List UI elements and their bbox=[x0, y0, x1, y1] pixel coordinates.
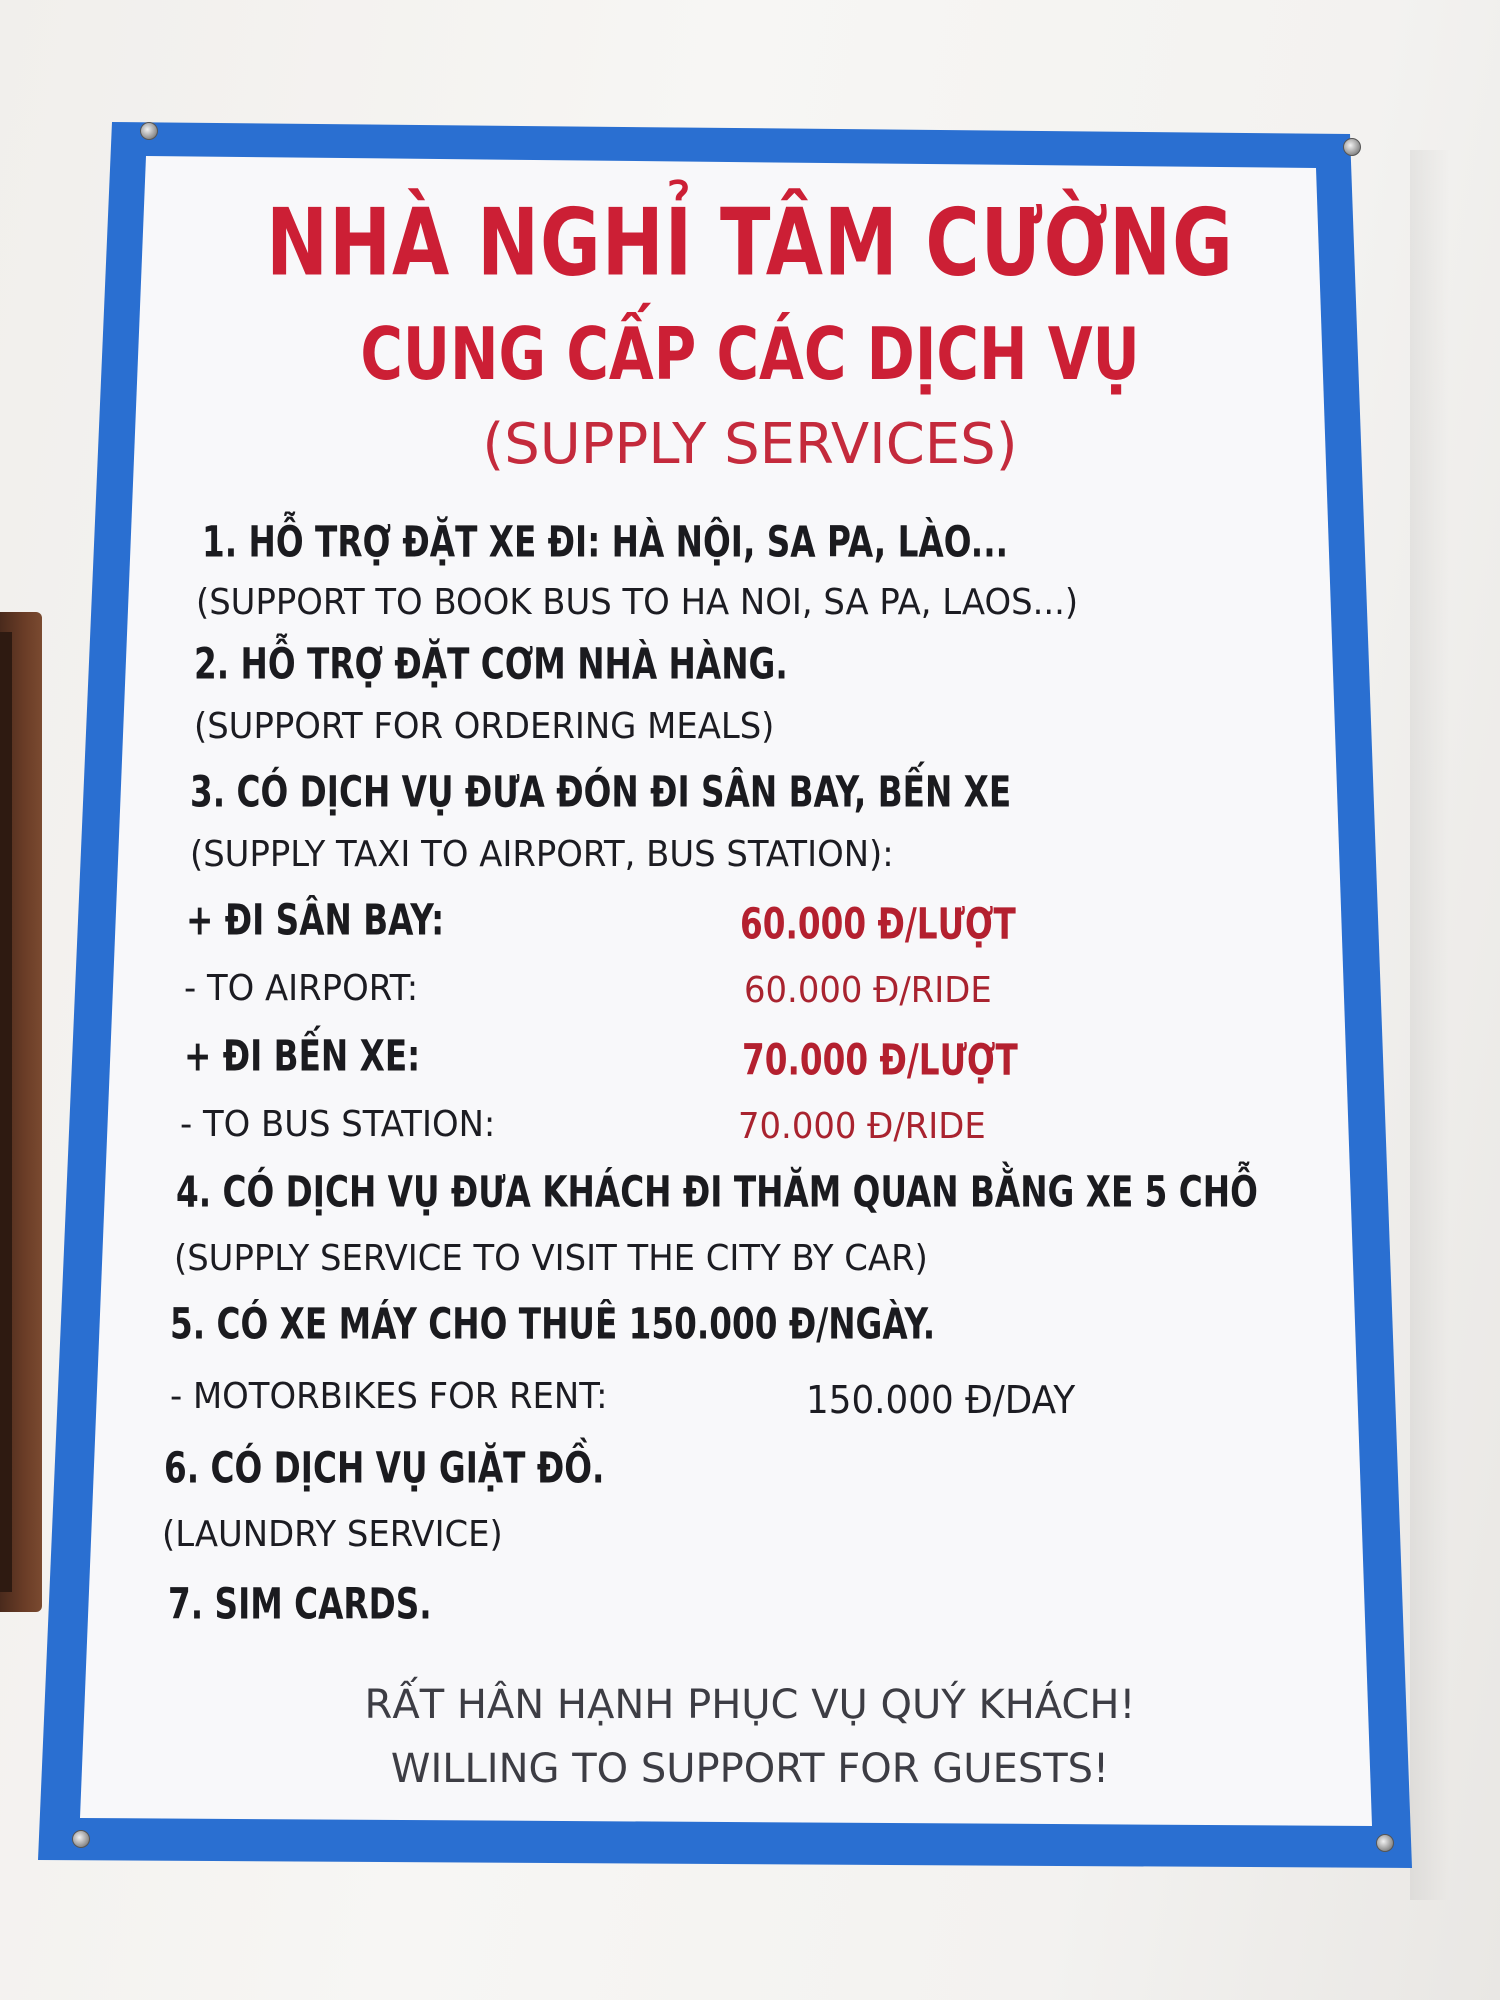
service-1-en: (SUPPORT TO BOOK BUS TO HA NOI, SA PA, LAOS...) bbox=[196, 582, 1079, 623]
footer-vi: RẤT HÂN HẠNH PHỤC VỤ QUÝ KHÁCH! bbox=[364, 1682, 1136, 1728]
service-5-vi: 5. CÓ XE MÁY CHO THUÊ 150.000 Đ/NGÀY. bbox=[170, 1299, 936, 1349]
service-6-en: (LAUNDRY SERVICE) bbox=[162, 1514, 503, 1555]
service-4-vi: 4. CÓ DỊCH VỤ ĐƯA KHÁCH ĐI THĂM QUAN BẰNG XE 5 CHỖ bbox=[176, 1167, 1258, 1217]
price-airport-en-label: - TO AIRPORT: bbox=[184, 968, 419, 1009]
service-7-vi: 7. SIM CARDS. bbox=[168, 1579, 432, 1629]
price-airport-vi-label: + ĐI SÂN BAY: bbox=[186, 895, 445, 945]
price-bus-vi-label: + ĐI BẾN XE: bbox=[184, 1031, 421, 1081]
motorbike-label: - MOTORBIKES FOR RENT: bbox=[170, 1376, 608, 1417]
service-1-vi: 1. HỖ TRỢ ĐẶT XE ĐI: HÀ NỘI, SA PA, LÀO... bbox=[202, 517, 1009, 567]
service-3-en: (SUPPLY TAXI TO AIRPORT, BUS STATION): bbox=[190, 834, 894, 875]
service-2-en: (SUPPORT FOR ORDERING MEALS) bbox=[194, 706, 775, 747]
service-2-vi: 2. HỖ TRỢ ĐẶT CƠM NHÀ HÀNG. bbox=[194, 639, 788, 689]
service-3-vi: 3. CÓ DỊCH VỤ ĐƯA ĐÓN ĐI SÂN BAY, BẾN XE bbox=[190, 767, 1012, 817]
sign-title: NHÀ NGHỈ TÂM CƯỜNG bbox=[266, 189, 1234, 297]
sign-subtitle-vi: CUNG CẤP CÁC DỊCH VỤ bbox=[360, 311, 1140, 397]
footer-en: WILLING TO SUPPORT FOR GUESTS! bbox=[390, 1746, 1110, 1792]
price-bus-en: 70.000 Đ/RIDE bbox=[738, 1106, 986, 1147]
service-6-vi: 6. CÓ DỊCH VỤ GIẶT ĐỒ. bbox=[164, 1443, 605, 1493]
price-bus-en-label: - TO BUS STATION: bbox=[180, 1104, 496, 1145]
service-4-en: (SUPPLY SERVICE TO VISIT THE CITY BY CAR) bbox=[174, 1238, 928, 1279]
motorbike-price: 150.000 Đ/DAY bbox=[806, 1378, 1076, 1422]
price-bus-vi: 70.000 Đ/LƯỢT bbox=[742, 1035, 1018, 1085]
price-airport-vi: 60.000 Đ/LƯỢT bbox=[740, 899, 1016, 949]
sign-subtitle-en: (SUPPLY SERVICES) bbox=[482, 412, 1018, 477]
price-airport-en: 60.000 Đ/RIDE bbox=[744, 970, 992, 1011]
